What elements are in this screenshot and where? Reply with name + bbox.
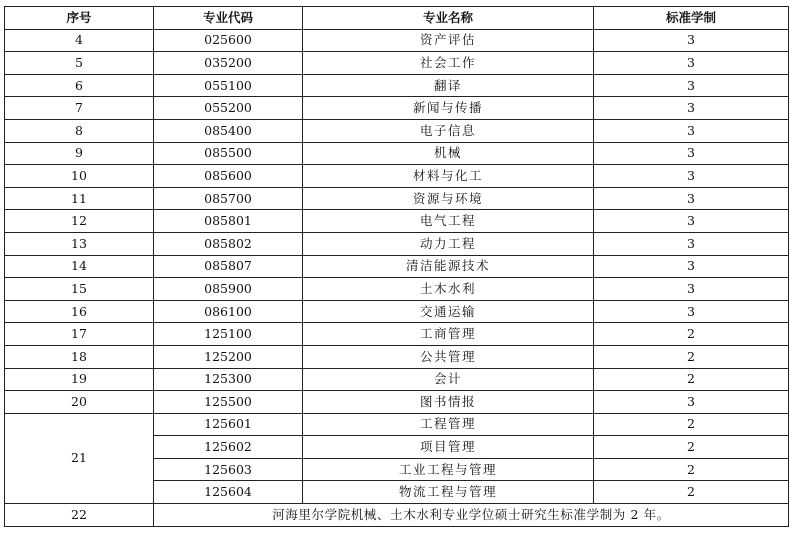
cell-years: 3: [594, 300, 789, 323]
header-seq: 序号: [5, 7, 154, 30]
cell-code: 125300: [154, 368, 303, 391]
cell-code: 025600: [154, 29, 303, 52]
cell-name: 新闻与传播: [303, 97, 594, 120]
cell-name: 资产评估: [303, 29, 594, 52]
table-row: [5, 74, 789, 97]
table-header-row: [5, 7, 789, 30]
table-row: [5, 119, 789, 142]
cell-code: 125100: [154, 323, 303, 346]
cell-years: 3: [594, 119, 789, 142]
cell-code: 125602: [154, 436, 303, 459]
table-row: [5, 278, 789, 301]
table-row: [5, 255, 789, 278]
cell-seq: 17: [5, 323, 154, 346]
cell-years: 3: [594, 165, 789, 188]
cell-years: 3: [594, 391, 789, 414]
cell-years: 2: [594, 458, 789, 481]
cell-code: 125200: [154, 345, 303, 368]
cell-seq: 11: [5, 187, 154, 210]
cell-years: 2: [594, 345, 789, 368]
table-row: [5, 142, 789, 165]
cell-name: 电气工程: [303, 210, 594, 233]
cell-years: 3: [594, 74, 789, 97]
cell-code: 125601: [154, 413, 303, 436]
cell-code: 035200: [154, 52, 303, 75]
cell-seq: 7: [5, 97, 154, 120]
cell-code: 085801: [154, 210, 303, 233]
cell-name: 工商管理: [303, 323, 594, 346]
cell-seq: 4: [5, 29, 154, 52]
table-row: [5, 97, 789, 120]
note-text: 河海里尔学院机械、土木水利专业学位硕士研究生标准学制为 2 年。: [154, 504, 789, 527]
cell-name: 公共管理: [303, 345, 594, 368]
cell-years: 3: [594, 255, 789, 278]
cell-seq: 9: [5, 142, 154, 165]
cell-seq: 20: [5, 391, 154, 414]
table-row: [5, 391, 789, 414]
cell-years: 3: [594, 52, 789, 75]
cell-code: 085500: [154, 142, 303, 165]
cell-code: 125500: [154, 391, 303, 414]
table-row: [5, 323, 789, 346]
cell-name: 会计: [303, 368, 594, 391]
cell-name: 翻译: [303, 74, 594, 97]
cell-seq: 12: [5, 210, 154, 233]
cell-code: 085700: [154, 187, 303, 210]
cell-code: 085600: [154, 165, 303, 188]
cell-years: 2: [594, 436, 789, 459]
cell-name: 社会工作: [303, 52, 594, 75]
cell-name: 材料与化工: [303, 165, 594, 188]
cell-seq: 8: [5, 119, 154, 142]
cell-seq-merged: 21: [5, 413, 154, 503]
cell-years: 2: [594, 323, 789, 346]
header-name: 专业名称: [303, 7, 594, 30]
cell-name: 清洁能源技术: [303, 255, 594, 278]
cell-name: 工业工程与管理: [303, 458, 594, 481]
cell-years: 2: [594, 481, 789, 504]
table-row: [5, 29, 789, 52]
cell-seq: 22: [5, 504, 154, 527]
cell-code: 085802: [154, 232, 303, 255]
cell-seq: 10: [5, 165, 154, 188]
cell-code: 055200: [154, 97, 303, 120]
cell-years: 3: [594, 29, 789, 52]
cell-code: 055100: [154, 74, 303, 97]
cell-seq: 18: [5, 345, 154, 368]
cell-code: 125604: [154, 481, 303, 504]
cell-code: 085807: [154, 255, 303, 278]
cell-name: 土木水利: [303, 278, 594, 301]
cell-name: 项目管理: [303, 436, 594, 459]
cell-code: 085400: [154, 119, 303, 142]
cell-code: 125603: [154, 458, 303, 481]
table-row: [5, 210, 789, 233]
table-row: [5, 413, 789, 436]
cell-name: 图书情报: [303, 391, 594, 414]
cell-name: 动力工程: [303, 232, 594, 255]
cell-years: 3: [594, 278, 789, 301]
table-row: [5, 165, 789, 188]
cell-years: 3: [594, 232, 789, 255]
program-table-container: [4, 6, 789, 527]
cell-years: 3: [594, 210, 789, 233]
table-row: [5, 300, 789, 323]
cell-seq: 6: [5, 74, 154, 97]
cell-name: 物流工程与管理: [303, 481, 594, 504]
cell-seq: 14: [5, 255, 154, 278]
cell-seq: 5: [5, 52, 154, 75]
table-row: [5, 232, 789, 255]
cell-years: 2: [594, 368, 789, 391]
cell-seq: 15: [5, 278, 154, 301]
table-row-note: [5, 504, 789, 527]
cell-years: 3: [594, 97, 789, 120]
cell-seq: 16: [5, 300, 154, 323]
table-row: [5, 345, 789, 368]
cell-name: 资源与环境: [303, 187, 594, 210]
cell-years: 3: [594, 142, 789, 165]
cell-name: 电子信息: [303, 119, 594, 142]
cell-code: 086100: [154, 300, 303, 323]
header-years: 标准学制: [594, 7, 789, 30]
table-row: [5, 52, 789, 75]
table-row: [5, 187, 789, 210]
program-table: [4, 6, 789, 527]
table-row: [5, 368, 789, 391]
cell-name: 交通运输: [303, 300, 594, 323]
cell-seq: 19: [5, 368, 154, 391]
header-code: 专业代码: [154, 7, 303, 30]
cell-name: 机械: [303, 142, 594, 165]
cell-years: 2: [594, 413, 789, 436]
cell-years: 3: [594, 187, 789, 210]
cell-code: 085900: [154, 278, 303, 301]
cell-seq: 13: [5, 232, 154, 255]
cell-name: 工程管理: [303, 413, 594, 436]
